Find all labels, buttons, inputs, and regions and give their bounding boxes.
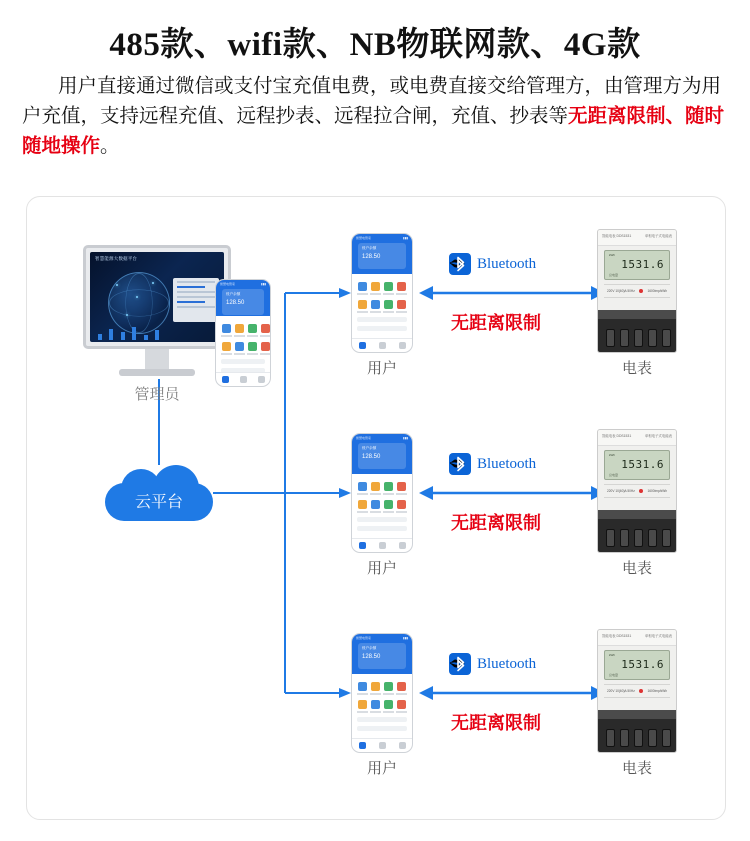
meter-type: 单相电子式电能表 [644,634,672,638]
lcd-caption: 总电量 [609,673,619,677]
chart-bar [155,330,159,340]
panel-line [177,291,215,293]
phone-statusbar [356,636,408,640]
item-label [357,511,368,513]
dashboard-panel [173,278,219,322]
grid-item[interactable] [247,341,258,355]
balance-label: 账户余额 [362,246,377,250]
bluetooth-glyph [449,253,471,275]
phone-tabbar [216,372,270,386]
grid-item[interactable] [370,699,381,713]
item-label [383,293,394,295]
chart-bar [98,334,102,340]
recharge-icon [358,282,367,291]
item-label [383,693,394,695]
meter-lcd [604,650,670,680]
bluetooth-glyph [449,453,471,475]
bluetooth-icon [449,253,471,275]
item-label [383,311,394,313]
grid-item[interactable] [396,281,407,295]
meter-reading-3: 1531.6 [621,658,664,671]
device-icon [248,342,257,351]
phone-signal: ▮▮▮ [403,236,408,240]
meter-terminal-block [598,710,676,752]
grid-item[interactable] [357,481,368,495]
item-label [221,353,232,355]
bluetooth-label-1: Bluetooth [477,255,537,272]
no-limit-label-3: 无距离限制 [451,713,541,733]
report-icon [371,700,380,709]
item-label [383,711,394,713]
meter-terminal-block [598,310,676,352]
list-item[interactable] [357,726,407,731]
cloud-label: 云平台 [134,494,183,511]
phone-statusbar [356,236,408,240]
terminal-strip [598,310,676,319]
lcd-unit: kWh [609,253,615,257]
phone-signal: ▮▮▮ [403,436,408,440]
map-dot [136,296,138,298]
phone-body [352,674,412,735]
chart-bar [121,332,125,340]
grid-item[interactable] [396,699,407,713]
phone-icon-grid [357,281,407,313]
recharge-icon [222,324,231,333]
recharge-icon [358,682,367,691]
phone-header [352,234,412,274]
phone-brand: 智慧电管家 [356,636,372,640]
user-phone-2 [351,433,413,553]
tab-data-icon[interactable] [379,342,386,349]
item-label [357,693,368,695]
terminal [606,729,615,747]
monitor-stand-neck [145,349,169,371]
grid-item[interactable] [221,341,232,355]
meter-lcd [604,250,670,280]
chart-bar [109,329,113,340]
description-highlight: 无距离限制、随时随地操作 [22,106,725,157]
grid-item[interactable] [370,281,381,295]
phone-signal: ▮▮▮ [261,282,266,286]
grid-item[interactable] [357,299,368,313]
tab-me-icon[interactable] [399,742,406,749]
item-label [370,311,381,313]
grid-item[interactable] [357,699,368,713]
lcd-caption: 总电量 [609,473,619,477]
switch-icon [384,282,393,291]
terminal-strip [598,510,676,519]
phone-statusbar [220,282,266,286]
meter-label-3: 电表 [621,761,652,777]
bluetooth-label-3: Bluetooth [477,655,537,672]
balance-value: 128.50 [362,254,381,260]
device-icon [384,500,393,509]
item-label [383,493,394,495]
meter-spec-right: 1600imp/kWh [647,289,667,293]
meter-model: 智能电表 DDS1531 [602,234,632,238]
item-label [396,293,407,295]
terminal [662,729,671,747]
meter-type: 单相电子式电能表 [644,234,672,238]
meter-top-bar [598,230,676,246]
monitor-screen [90,252,224,342]
bluetooth-chip-2 [449,453,536,475]
tab-home-icon[interactable] [222,376,229,383]
item-label [247,335,258,337]
balance-value: 128.50 [362,654,381,660]
grid-item[interactable] [370,481,381,495]
item-label [396,311,407,313]
phone-tabbar [352,538,412,552]
meter-reading-1: 1531.6 [621,258,664,271]
item-label [396,693,407,695]
phone-signal: ▮▮▮ [403,636,408,640]
item-label [370,511,381,513]
admin-phone [215,279,271,387]
tab-data-icon[interactable] [379,542,386,549]
phone-brand: 智慧电管家 [220,282,236,286]
meter-label-2: 电表 [621,561,652,577]
balance-label: 账户余额 [362,646,377,650]
balance-card [358,643,406,669]
user-phone-3 [351,633,413,753]
balance-label: 账户余额 [226,292,241,296]
bluetooth-icon [449,653,471,675]
item-label [370,711,381,713]
report-icon [371,300,380,309]
tab-home-icon[interactable] [359,342,366,349]
balance-card [358,443,406,469]
phone-header [352,434,412,474]
alarm-icon [397,282,406,291]
report-icon [371,500,380,509]
list-item[interactable] [357,517,407,522]
alarm-icon [261,324,270,333]
terminal [648,529,657,547]
map-dot [152,282,154,284]
bar-chart-graphic [98,322,174,336]
meter-read-icon [371,482,380,491]
grid-item[interactable] [357,281,368,295]
user-phone-1 [351,233,413,353]
grid-item[interactable] [357,499,368,513]
grid-item[interactable] [396,481,407,495]
admin-label: 管理员 [134,387,180,403]
pulse-led-icon [639,489,643,493]
list-item[interactable] [221,359,265,364]
tab-home-icon[interactable] [359,542,366,549]
lcd-unit: kWh [609,453,615,457]
no-limit-label-2: 无距离限制 [451,513,541,533]
phone-header [216,280,270,316]
phone-tabbar [352,738,412,752]
electric-meter-3 [597,629,677,753]
meter-spec-row [604,684,670,698]
settings-icon [397,500,406,509]
recharge-icon [358,482,367,491]
lcd-unit: kWh [609,653,615,657]
grid-item[interactable] [396,299,407,313]
bill-icon [222,342,231,351]
phone-brand: 智慧电管家 [356,236,372,240]
grid-item[interactable] [221,323,232,337]
monitor-screen-title: 智慧能源大数据平台 [95,256,138,261]
meter-model: 智能电表 DDS1531 [602,634,632,638]
meter-read-icon [371,282,380,291]
grid-item[interactable] [383,481,394,495]
bluetooth-chip-1 [449,253,536,275]
balance-value: 128.50 [362,454,381,460]
grid-item[interactable] [383,299,394,313]
meter-spec-row [604,484,670,498]
page-description [22,72,728,162]
tab-data-icon[interactable] [240,376,247,383]
phone-icon-grid [357,681,407,713]
settings-icon [261,342,270,351]
item-label [260,353,271,355]
meter-spec-right: 1600imp/kWh [647,489,667,493]
item-label [260,335,271,337]
panel-line [177,301,205,303]
grid-item[interactable] [234,341,245,355]
grid-item[interactable] [370,681,381,695]
terminal [648,729,657,747]
panel-line [177,281,215,283]
tab-me-icon[interactable] [258,376,265,383]
pulse-led-icon [639,289,643,293]
switch-icon [248,324,257,333]
user-label-3: 用户 [366,761,397,777]
meter-read-icon [371,682,380,691]
list-item[interactable] [357,717,407,722]
monitor-stand-base [119,369,195,376]
item-label [247,353,258,355]
grid-item[interactable] [383,699,394,713]
item-label [357,293,368,295]
grid-item[interactable] [370,299,381,313]
electric-meter-1 [597,229,677,353]
balance-card [222,289,264,315]
bluetooth-label-2: Bluetooth [477,455,537,472]
terminal [620,329,629,347]
phone-body [216,316,270,377]
no-limit-label-1: 无距离限制 [451,313,541,333]
meter-reading-2: 1531.6 [621,458,664,471]
settings-icon [397,300,406,309]
phone-tabbar [352,338,412,352]
meter-top-bar [598,430,676,446]
report-icon [235,342,244,351]
meter-model: 智能电表 DDS1531 [602,434,632,438]
grid-item[interactable] [260,341,271,355]
meter-spec-row [604,284,670,298]
terminal [634,529,643,547]
pulse-led-icon [639,689,643,693]
bluetooth-chip-3 [449,653,536,675]
terminal [634,729,643,747]
tab-me-icon[interactable] [399,542,406,549]
phone-icon-grid [221,323,265,355]
grid-item[interactable] [396,681,407,695]
electric-meter-2 [597,429,677,553]
grid-item[interactable] [383,681,394,695]
item-label [370,693,381,695]
tab-data-icon[interactable] [379,742,386,749]
phone-icon-grid [357,481,407,513]
terminal [648,329,657,347]
device-icon [384,300,393,309]
balance-value: 128.50 [226,300,245,306]
item-label [396,511,407,513]
bluetooth-glyph [449,653,471,675]
terminal [606,529,615,547]
meter-read-icon [235,324,244,333]
meter-label-1: 电表 [621,361,652,377]
chart-bar [132,327,136,340]
grid-item[interactable] [396,499,407,513]
panel-line [177,296,215,298]
item-label [357,711,368,713]
meter-spec-left: 220V 10(60)A 50Hz [607,489,635,493]
terminal [634,329,643,347]
meter-terminal-block [598,510,676,552]
terminal [620,729,629,747]
panel-line [177,306,215,308]
bill-icon [358,300,367,309]
user-label-1: 用户 [366,361,397,377]
meter-spec-right: 1600imp/kWh [647,689,667,693]
list-item[interactable] [357,326,407,331]
item-label [383,511,394,513]
terminal [606,329,615,347]
item-label [234,353,245,355]
list-item[interactable] [357,526,407,531]
description-part1: 用户直接通过微信或支付宝充值电费，或电费直接交给管理方，由管理方为用户充值，支持远程充值、远程抄表、远程拉合闸，充值、抄表等 [22,76,722,127]
admin-monitor [83,245,231,349]
item-label [357,493,368,495]
phone-brand: 智慧电管家 [356,436,372,440]
meter-lcd [604,450,670,480]
map-dot [126,314,128,316]
cloud-platform [105,465,213,521]
grid-item[interactable] [383,499,394,513]
tab-home-icon[interactable] [359,742,366,749]
item-label [370,293,381,295]
switch-icon [384,682,393,691]
item-label [234,335,245,337]
balance-card [358,243,406,269]
phone-statusbar [356,436,408,440]
description-part2: 。 [100,136,120,157]
meter-spec-left: 220V 10(60)A 50Hz [607,689,635,693]
meter-top-bar [598,630,676,646]
item-label [357,311,368,313]
page-title: 485款、wifi款、NB物联网款、4G款 [109,27,641,63]
device-icon [384,700,393,709]
meter-type: 单相电子式电能表 [644,434,672,438]
tab-me-icon[interactable] [399,342,406,349]
item-label [370,493,381,495]
phone-body [352,474,412,535]
meter-spec-left: 220V 10(60)A 50Hz [607,289,635,293]
switch-icon [384,482,393,491]
phone-body [352,274,412,335]
user-label-2: 用户 [366,561,397,577]
phone-header [352,634,412,674]
alarm-icon [397,682,406,691]
bill-icon [358,500,367,509]
lcd-caption: 总电量 [609,273,619,277]
item-label [396,711,407,713]
grid-item[interactable] [383,281,394,295]
item-label [396,493,407,495]
item-label [221,335,232,337]
grid-item[interactable] [370,499,381,513]
diagram-card [26,196,726,820]
terminal-strip [598,710,676,719]
panel-line [177,286,205,288]
terminal [662,329,671,347]
terminal [620,529,629,547]
grid-item[interactable] [247,323,258,337]
chart-bar [144,335,148,340]
balance-label: 账户余额 [362,446,377,450]
grid-item[interactable] [234,323,245,337]
settings-icon [397,700,406,709]
list-item[interactable] [357,317,407,322]
grid-item[interactable] [357,681,368,695]
terminal [662,529,671,547]
map-dot [116,284,118,286]
bill-icon [358,700,367,709]
alarm-icon [397,482,406,491]
grid-item[interactable] [260,323,271,337]
bluetooth-icon [449,453,471,475]
